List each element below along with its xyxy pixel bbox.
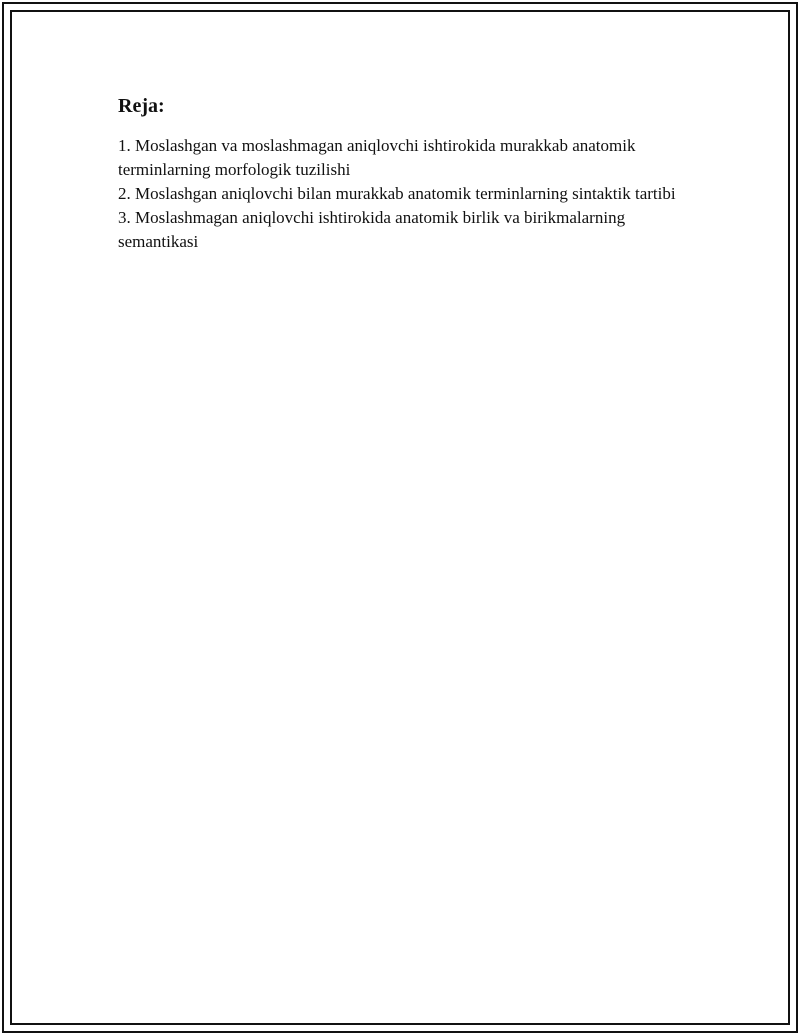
plan-item-1: 1. Moslashgan va moslashmagan aniqlovchi ishtirokida murakkab anatomik terminlarning morfologik tuzilishi (118, 136, 636, 179)
plan-heading: Reja: (118, 95, 165, 117)
plan-item-2: 2. Moslashgan aniqlovchi bilan murakkab anatomik terminlarning sintaktik tartibi (118, 184, 676, 203)
document-body (118, 92, 698, 254)
plan-list (118, 134, 698, 254)
plan-item-3: 3. Moslashmagan aniqlovchi ishtirokida anatomik birlik va birikmalarning semantikasi (118, 208, 626, 251)
